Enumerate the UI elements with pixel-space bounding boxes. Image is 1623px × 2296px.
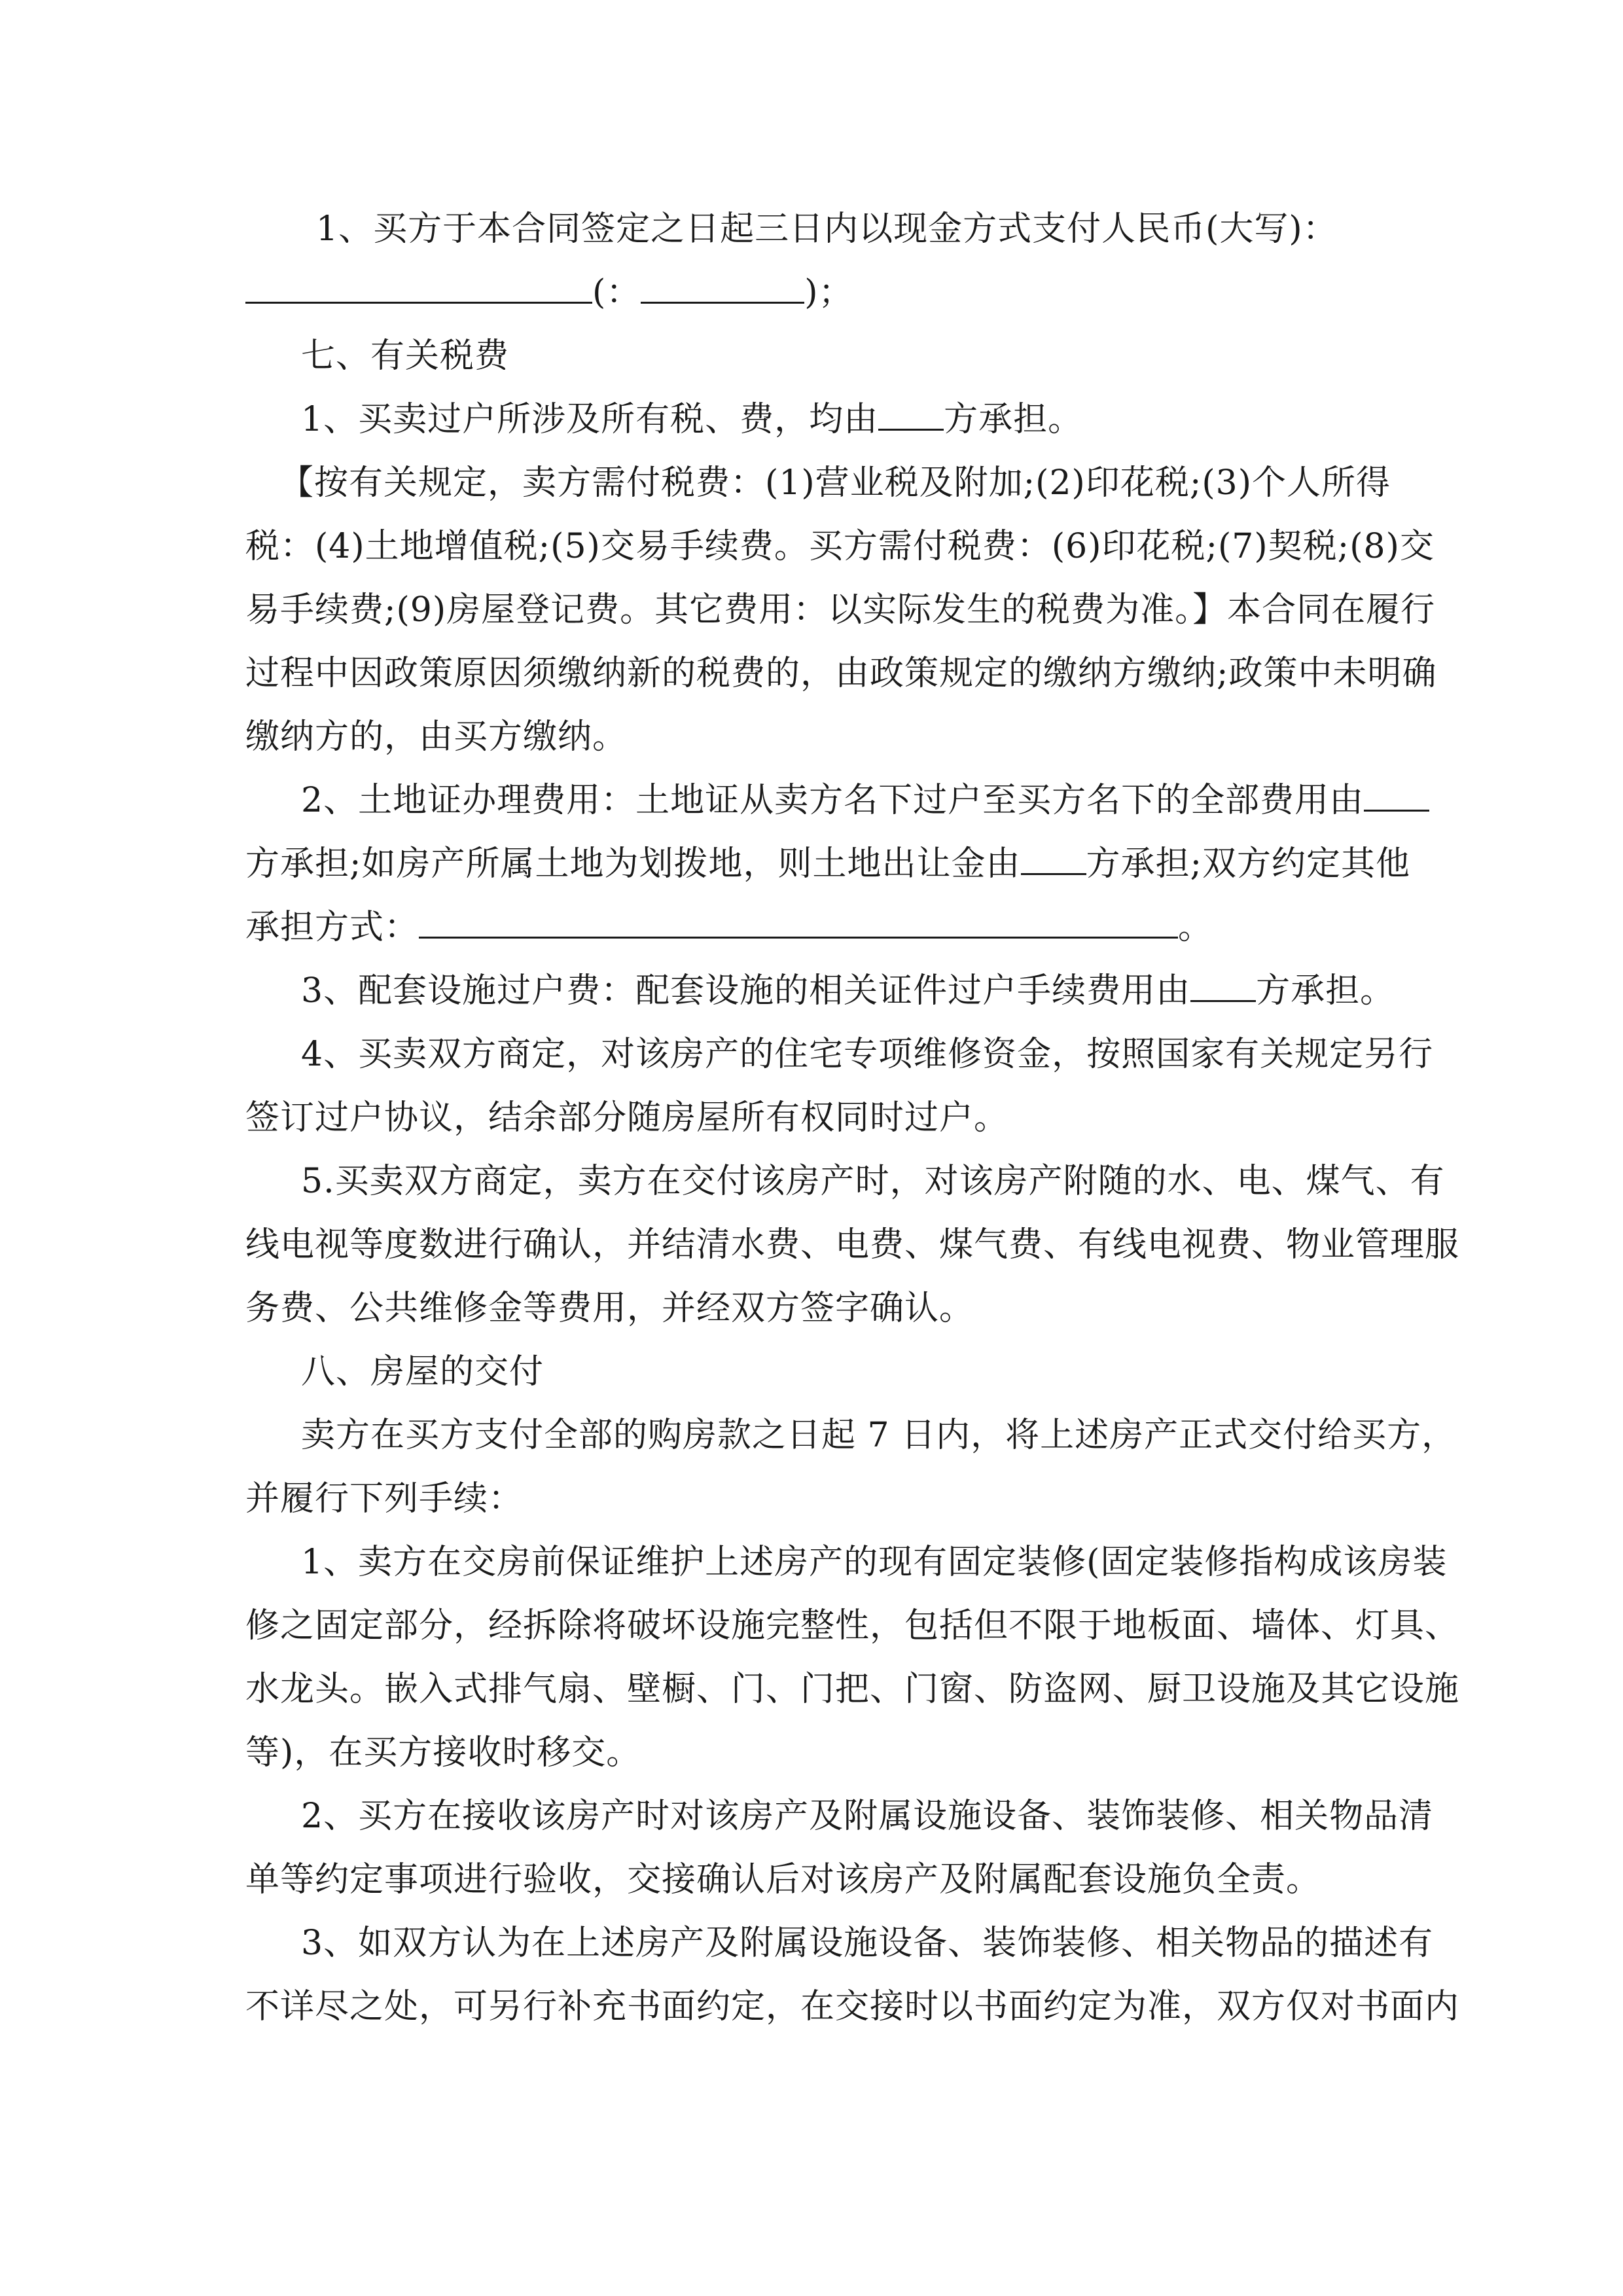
- paragraph-line: 水龙头。嵌入式排气扇、壁橱、门、门把、门窗、防盗网、厨卫设施及其它设施: [245, 1670, 1460, 1709]
- party-blank: [1190, 961, 1256, 1002]
- party-blank: [1364, 770, 1429, 812]
- tax-clause-1: [245, 388, 1378, 452]
- land-cert-line-1: [245, 769, 1378, 833]
- amount-paren-open: (：: [592, 273, 641, 312]
- party-blank: [878, 389, 944, 431]
- tax-rules-line-5: [245, 706, 1378, 769]
- paragraph-line: 3、如双方认为在上述房产及附属设施设备、装饰装修、相关物品的描述有: [301, 1924, 1434, 1963]
- land-cert-line-2: [245, 833, 1411, 896]
- payment-clause-line-1: [245, 198, 1378, 261]
- paragraph-line: 税：(4)土地增值税;(5)交易手续费。买方需付税费：(6)印花税;(7)契税;(8)交: [245, 527, 1435, 566]
- maintenance-fund-line-2: [245, 1086, 1378, 1150]
- delivery-intro-line-1: [245, 1404, 1457, 1467]
- supplement-line-1: [245, 1912, 1434, 1975]
- section-title: 七、有关税费: [301, 336, 510, 376]
- paragraph-line: 易手续费;(9)房屋登记费。其它费用：以实际发生的税费为准。】本合同在履行: [245, 590, 1436, 630]
- paragraph-line: 修之固定部分，经拆除将破坏设施完整性，包括但不限于地板面、墙体、灯具、: [245, 1606, 1460, 1645]
- paragraph-line: 单等约定事项进行验收，交接确认后对该房产及附属配套设施负全责。: [245, 1860, 1321, 1899]
- payment-clause-text: 1、买方于本合同签定之日起三日内以现金方式支付人民币(大写)：: [316, 209, 1338, 249]
- paragraph-line: 方承担。: [1256, 971, 1395, 1011]
- paragraph-line: 【按有关规定，卖方需付税费：(1)营业税及附加;(2)印花税;(3)个人所得: [279, 463, 1391, 503]
- paragraph-line: 承担方式：: [245, 908, 419, 947]
- section-heading-taxes: [245, 325, 1378, 388]
- fixtures-line-2: [245, 1594, 1460, 1658]
- other-method-blank: [419, 897, 1178, 939]
- fixtures-line-3: [245, 1658, 1460, 1721]
- inspection-line-2: [245, 1848, 1378, 1912]
- section-heading-delivery: [245, 1340, 1378, 1404]
- utilities-line-3: [245, 1277, 1378, 1340]
- utilities-line-1: [245, 1150, 1445, 1213]
- paragraph-line: 不详尽之处，可另行补充书面约定，在交接时以书面约定为准，双方仅对书面内: [245, 1987, 1460, 2026]
- clause-text: 1、买卖过户所涉及所有税、费，均由: [301, 400, 879, 439]
- paragraph-line: 签订过户协议，结余部分随房屋所有权同时过户。: [245, 1098, 1009, 1138]
- fixtures-line-4: [245, 1721, 1378, 1785]
- paragraph-line: 缴纳方的，由买方缴纳。: [245, 717, 628, 757]
- delivery-intro-line-2: [245, 1467, 1378, 1531]
- paragraph-line: 方承担;如房产所属土地为划拨地，则土地出让金由: [245, 844, 1021, 884]
- paragraph-line: 5.买卖双方商定，卖方在交付该房产时，对该房产附随的水、电、煤气、有: [301, 1162, 1445, 1201]
- payment-clause-line-2: [245, 261, 1378, 325]
- paragraph-line: 4、买卖双方商定，对该房产的住宅专项维修资金，按照国家有关规定另行: [301, 1035, 1434, 1074]
- amount-uppercase-blank: [245, 262, 592, 304]
- land-cert-line-3: [245, 896, 1378, 960]
- facility-fee-line: [245, 960, 1395, 1023]
- paragraph-line: 线电视等度数进行确认，并结清水费、电费、煤气费、有线电视费、物业管理服: [245, 1225, 1460, 1265]
- paragraph-line: 1、卖方在交房前保证维护上述房产的现有固定装修(固定装修指构成该房装: [301, 1543, 1448, 1582]
- party-blank: [1021, 834, 1086, 875]
- paragraph-line: 务费、公共维修金等费用，并经双方签字确认。: [245, 1289, 974, 1328]
- paragraph-line: 2、买方在接收该房产时对该房产及附属设施设备、装饰装修、相关物品清: [301, 1797, 1434, 1836]
- fixtures-line-1: [245, 1531, 1448, 1594]
- paragraph-line: 过程中因政策原因须缴纳新的税费的，由政策规定的缴纳方缴纳;政策中未明确: [245, 654, 1437, 693]
- tax-rules-line-1: [245, 452, 1391, 515]
- tax-rules-line-4: [245, 642, 1437, 706]
- amount-figure-blank: [641, 262, 804, 304]
- tax-rules-line-3: [245, 579, 1436, 642]
- paragraph-line: 方承担;双方约定其他: [1086, 844, 1411, 884]
- maintenance-fund-line-1: [245, 1023, 1434, 1086]
- utilities-line-2: [245, 1213, 1460, 1277]
- paragraph-line: 3、配套设施过户费：配套设施的相关证件过户手续费用由: [301, 971, 1191, 1011]
- paragraph-line: 卖方在买方支付全部的购房款之日起 7 日内，将上述房产正式交付给买方，: [301, 1416, 1457, 1455]
- tax-rules-line-2: [245, 515, 1435, 579]
- paragraph-line: 2、土地证办理费用：土地证从卖方名下过户至买方名下的全部费用由: [301, 781, 1364, 820]
- supplement-line-2: [245, 1975, 1460, 2039]
- section-title: 八、房屋的交付: [301, 1352, 544, 1391]
- amount-paren-close: )；: [804, 273, 853, 312]
- document-body: [245, 198, 1460, 2039]
- paragraph-line: 。: [1178, 908, 1213, 947]
- paragraph-line: 等)，在买方接收时移交。: [245, 1733, 641, 1772]
- paragraph-line: 并履行下列手续：: [245, 1479, 524, 1518]
- clause-text: 方承担。: [944, 400, 1083, 439]
- inspection-line-1: [245, 1785, 1434, 1848]
